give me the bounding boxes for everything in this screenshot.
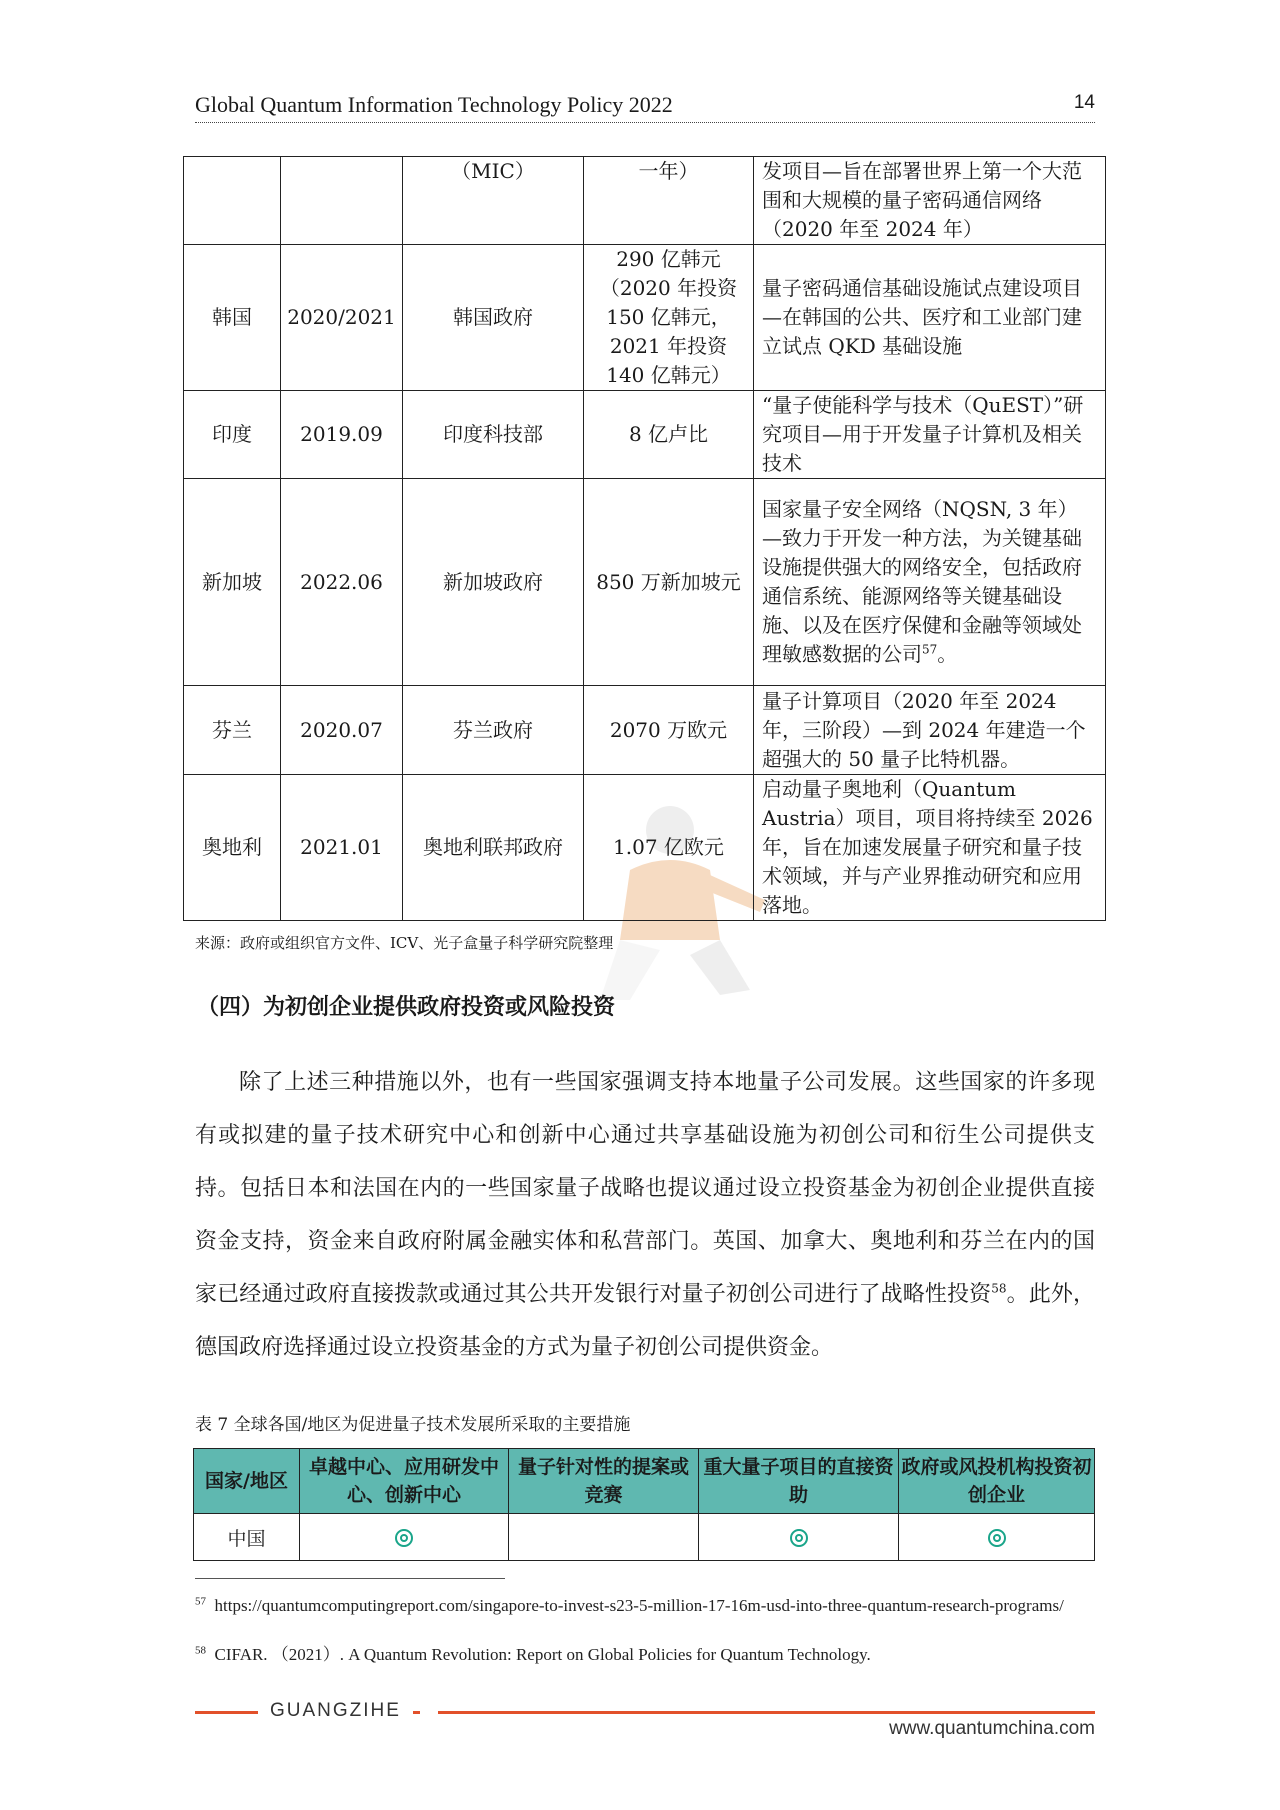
agency-cell: （MIC） xyxy=(403,157,584,245)
measures-table xyxy=(193,1448,1095,1561)
amount-cell: 一年） xyxy=(584,157,754,245)
country-cell: 新加坡 xyxy=(184,479,281,686)
footnote-text: CIFAR. （2021）. A Quantum Revolution: Report on Global Policies for Quantum Technology. xyxy=(214,1645,871,1664)
region-cell: 中国 xyxy=(194,1514,300,1561)
footnote-link[interactable]: https://quantumcomputingreport.com/singapore-to-invest-s23-5-million-17-16m-usd-into-three-quantum-research-programs/ xyxy=(214,1596,1064,1615)
footer-rule-right xyxy=(438,1711,1095,1714)
description-cell: 量子计算项目（2020 年至 2024 年，三阶段）—到 2024 年建造一个超强大的 50 量子比特机器。 xyxy=(754,686,1106,775)
amount-cell: 8 亿卢比 xyxy=(584,391,754,479)
footnote-divider xyxy=(195,1578,505,1579)
column-header: 国家/地区 xyxy=(194,1449,300,1514)
description-end: 。 xyxy=(937,642,958,666)
agency-cell: 芬兰政府 xyxy=(403,686,584,775)
country-cell: 印度 xyxy=(184,391,281,479)
checkmark-circle-icon xyxy=(790,1529,808,1547)
country-cell: 奥地利 xyxy=(184,775,281,921)
column-header: 重大量子项目的直接资助 xyxy=(699,1449,899,1514)
amount-cell: 850 万新加坡元 xyxy=(584,479,754,686)
projects-table xyxy=(183,156,1106,921)
checkmark-circle-icon xyxy=(395,1529,413,1547)
table-row xyxy=(184,686,1106,775)
description-cell: 量子密码通信基础设施试点建设项目—在韩国的公共、医疗和工业部门建立试点 QKD 基础设施 xyxy=(754,245,1106,391)
measure-cell xyxy=(300,1514,509,1561)
agency-cell: 韩国政府 xyxy=(403,245,584,391)
column-header: 卓越中心、应用研发中心、创新中心 xyxy=(300,1449,509,1514)
section-heading: （四）为初创企业提供政府投资或风险投资 xyxy=(197,994,616,1020)
footer-brand: GUANGZIHE xyxy=(258,1700,413,1722)
document-title: Global Quantum Information Technology Policy 2022 xyxy=(195,92,673,117)
year-cell: 2020/2021 xyxy=(281,245,403,391)
amount-cell: 290 亿韩元（2020 年投资 150 亿韩元，2021 年投资 140 亿韩元） xyxy=(584,245,754,391)
country-cell: 芬兰 xyxy=(184,686,281,775)
footnote-number: 58 xyxy=(195,1644,206,1657)
table-row xyxy=(184,157,1106,245)
page-header xyxy=(195,88,1095,123)
description-cell xyxy=(754,479,1106,686)
table-row xyxy=(184,479,1106,686)
table-header-row xyxy=(194,1449,1095,1514)
table-source-note: 来源：政府或组织官方文件、ICV、光子盒量子科学研究院整理 xyxy=(195,934,614,952)
year-cell xyxy=(281,157,403,245)
measure-cell xyxy=(899,1514,1095,1561)
amount-cell: 2070 万欧元 xyxy=(584,686,754,775)
year-cell: 2019.09 xyxy=(281,391,403,479)
table-row xyxy=(184,245,1106,391)
table-caption: 表 7 全球各国/地区为促进量子技术发展所采取的主要措施 xyxy=(195,1415,631,1435)
table-row xyxy=(184,391,1106,479)
body-paragraph xyxy=(195,1056,1095,1374)
footnote-ref[interactable]: 58 xyxy=(991,1281,1007,1296)
year-cell: 2022.06 xyxy=(281,479,403,686)
measure-cell xyxy=(509,1514,699,1561)
footnote-57 xyxy=(195,1594,1095,1618)
agency-cell: 新加坡政府 xyxy=(403,479,584,686)
year-cell: 2021.01 xyxy=(281,775,403,921)
year-cell: 2020.07 xyxy=(281,686,403,775)
description-text: 国家量子安全网络（NQSN, 3 年）—致力于开发一种方法，为关键基础设施提供强大的网络安全，包括政府通信系统、能源网络等关键基础设施、以及在医疗保健和金融等领域处理敏感数据的公司 xyxy=(762,497,1082,666)
column-header: 量子针对性的提案或竞赛 xyxy=(509,1449,699,1514)
country-cell xyxy=(184,157,281,245)
paragraph-text-end: 。此外，德国政府选择通过设立投资基金的方式为量子初创公司提供资金。 xyxy=(195,1282,1095,1360)
measure-cell xyxy=(699,1514,899,1561)
agency-cell: 奥地利联邦政府 xyxy=(403,775,584,921)
paragraph-text: 除了上述三种措施以外，也有一些国家强调支持本地量子公司发展。这些国家的许多现有或拟建的量子技术研究中心和创新中心通过共享基础设施为初创公司和衍生公司提供支持。包括日本和法国在内的一些国家量子战略也提议通过设立投资基金为初创企业提供直接资金支持，资金来自政府附属金融实体和私营部门。英国、加拿大、奥地利和芬兰在内的国家已经通过政府直接拨款或通过其公共开发银行对量子初创公司进行了战略性投资 xyxy=(195,1070,1095,1307)
country-cell: 韩国 xyxy=(184,245,281,391)
checkmark-circle-icon xyxy=(988,1529,1006,1547)
footnote-58 xyxy=(195,1643,1095,1667)
description-cell: 发项目—旨在部署世界上第一个大范围和大规模的量子密码通信网络（2020 年至 2024 年） xyxy=(754,157,1106,245)
description-cell: 启动量子奥地利（Quantum Austria）项目，项目将持续至 2026 年，旨在加速发展量子研究和量子技术领域，并与产业界推动研究和应用落地。 xyxy=(754,775,1106,921)
amount-cell: 1.07 亿欧元 xyxy=(584,775,754,921)
agency-cell: 印度科技部 xyxy=(403,391,584,479)
footnote-number: 57 xyxy=(195,1595,206,1608)
footnote-ref[interactable]: 57 xyxy=(922,642,938,657)
table-row xyxy=(194,1514,1095,1561)
footer-url[interactable]: www.quantumchina.com xyxy=(889,1718,1095,1739)
description-cell: “量子使能科学与技术（QuEST）”研究项目—用于开发量子计算机及相关技术 xyxy=(754,391,1106,479)
column-header: 政府或风投机构投资初创企业 xyxy=(899,1449,1095,1514)
table-row xyxy=(184,775,1106,921)
page-number: 14 xyxy=(1073,92,1095,113)
